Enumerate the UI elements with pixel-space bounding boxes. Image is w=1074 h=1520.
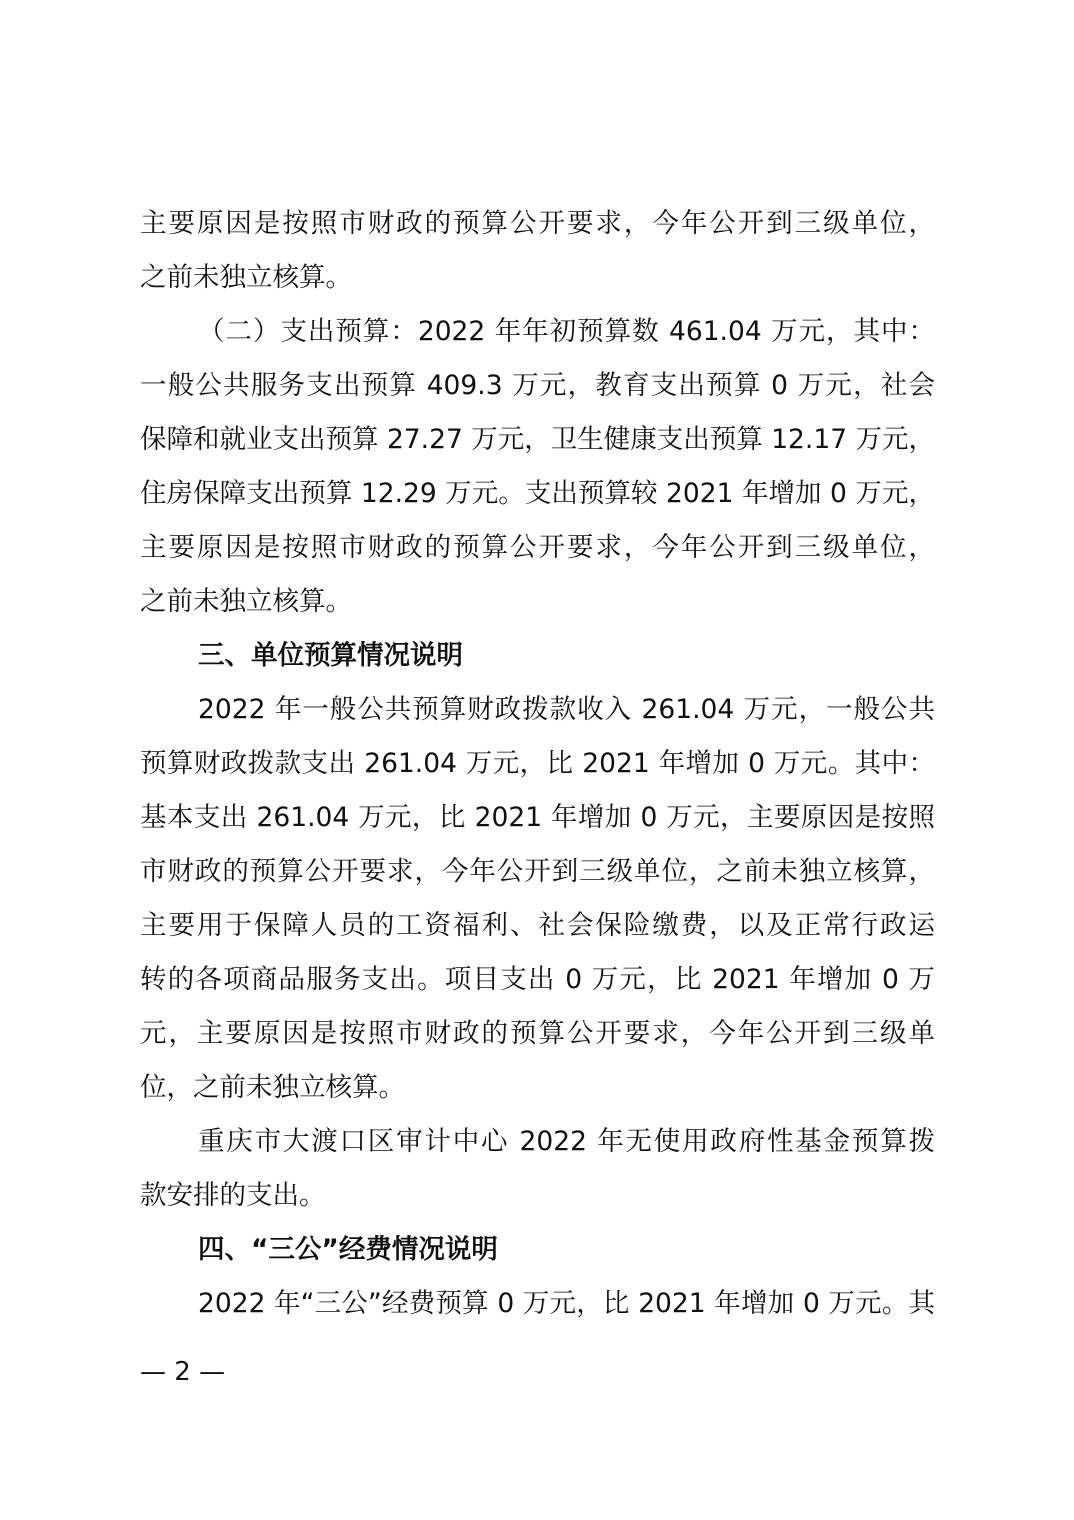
- text-line: 2022 年“三公”经费预算 0 万元，比 2021 年增加 0 万元。其: [198, 1288, 935, 1319]
- text-line: 主要用于保障人员的工资福利、社会保险缴费，以及正常行政运: [140, 910, 935, 941]
- text-line: 2022 年一般公共预算财政拨款收入 261.04 万元，一般公共: [198, 694, 935, 725]
- text-line: 保障和就业支出预算 27.27 万元，卫生健康支出预算 12.17 万元，: [140, 424, 935, 455]
- text-line: 转的各项商品服务支出。项目支出 0 万元，比 2021 年增加 0 万: [140, 964, 935, 995]
- text-line: 住房保障支出预算 12.29 万元。支出预算较 2021 年增加 0 万元，: [140, 478, 935, 509]
- text-line: 款安排的支出。: [140, 1180, 326, 1211]
- text-line: 元，主要原因是按照市财政的预算公开要求，今年公开到三级单: [140, 1018, 935, 1049]
- text-line: 主要原因是按照市财政的预算公开要求，今年公开到三级单位，: [140, 532, 935, 563]
- text-line: 重庆市大渡口区审计中心 2022 年无使用政府性基金预算拨: [198, 1126, 935, 1157]
- page-number: — 2 —: [140, 1357, 226, 1387]
- text-line: 市财政的预算公开要求，今年公开到三级单位，之前未独立核算，: [140, 856, 935, 887]
- text-line: （二）支出预算：2022 年年初预算数 461.04 万元，其中：: [198, 316, 935, 347]
- text-line: 位，之前未独立核算。: [140, 1072, 405, 1103]
- section-heading: 三、单位预算情况说明: [198, 640, 463, 671]
- section-heading: 四、“三公”经费情况说明: [198, 1234, 498, 1265]
- text-line: 之前未独立核算。: [140, 586, 352, 617]
- text-line: 预算财政拨款支出 261.04 万元，比 2021 年增加 0 万元。其中：: [140, 748, 935, 779]
- text-line: 主要原因是按照市财政的预算公开要求，今年公开到三级单位，: [140, 208, 935, 239]
- text-line: 之前未独立核算。: [140, 262, 352, 293]
- text-line: 一般公共服务支出预算 409.3 万元，教育支出预算 0 万元，社会: [140, 370, 935, 401]
- text-line: 基本支出 261.04 万元，比 2021 年增加 0 万元，主要原因是按照: [140, 802, 935, 833]
